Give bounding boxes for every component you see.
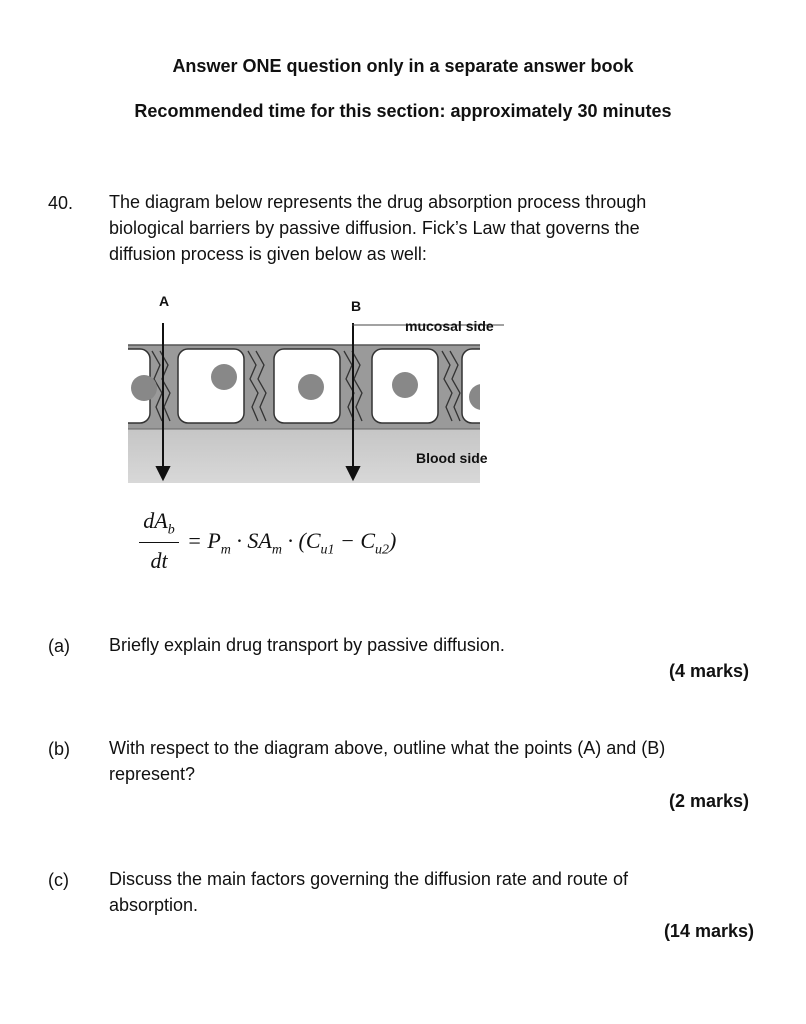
equation-numerator: $dA_b$ [143,508,175,538]
blood-side-label: Blood side [416,450,488,466]
label-a: A [159,293,170,309]
part-a-label: (a) [48,636,70,656]
part-c-text: Discuss the main factors governing the diffusion rate and route of absorption. [109,869,628,915]
intro-line: biological barriers by passive diffusion. Fick’s Law that governs the [109,218,640,238]
instruction-line: Answer ONE question only in a separate answer book [172,56,634,76]
intro-line: diffusion process is given below as well: [109,244,427,264]
label-b: B [351,298,362,314]
mucosal-side-label: mucosal side [405,318,494,334]
part-c-marks: (14 marks) [663,921,754,941]
part-b-label: (b) [48,739,70,759]
part-b-marks: (2 marks) [668,791,749,811]
question-number: 40. [48,193,74,213]
recommended-time-line: Recommended time for this section: approximately 30 minutes [134,101,672,121]
part-c-label: (c) [48,870,69,890]
equation-rhs: = $P_m \cdot SA_m \cdot (C_{u1} - C_{u2})$ [187,528,397,558]
part-a-text: Briefly explain drug transport by passive diffusion. [109,635,505,655]
part-b-text: With respect to the diagram above, outline what the points (A) and (B) represent? [109,738,666,784]
question-intro [109,189,769,267]
part-a-marks: (4 marks) [668,661,749,681]
intro-line: The diagram below represents the drug absorption process through [109,192,647,212]
fraction-bar [139,542,179,543]
equation-denominator: dt [150,548,168,573]
